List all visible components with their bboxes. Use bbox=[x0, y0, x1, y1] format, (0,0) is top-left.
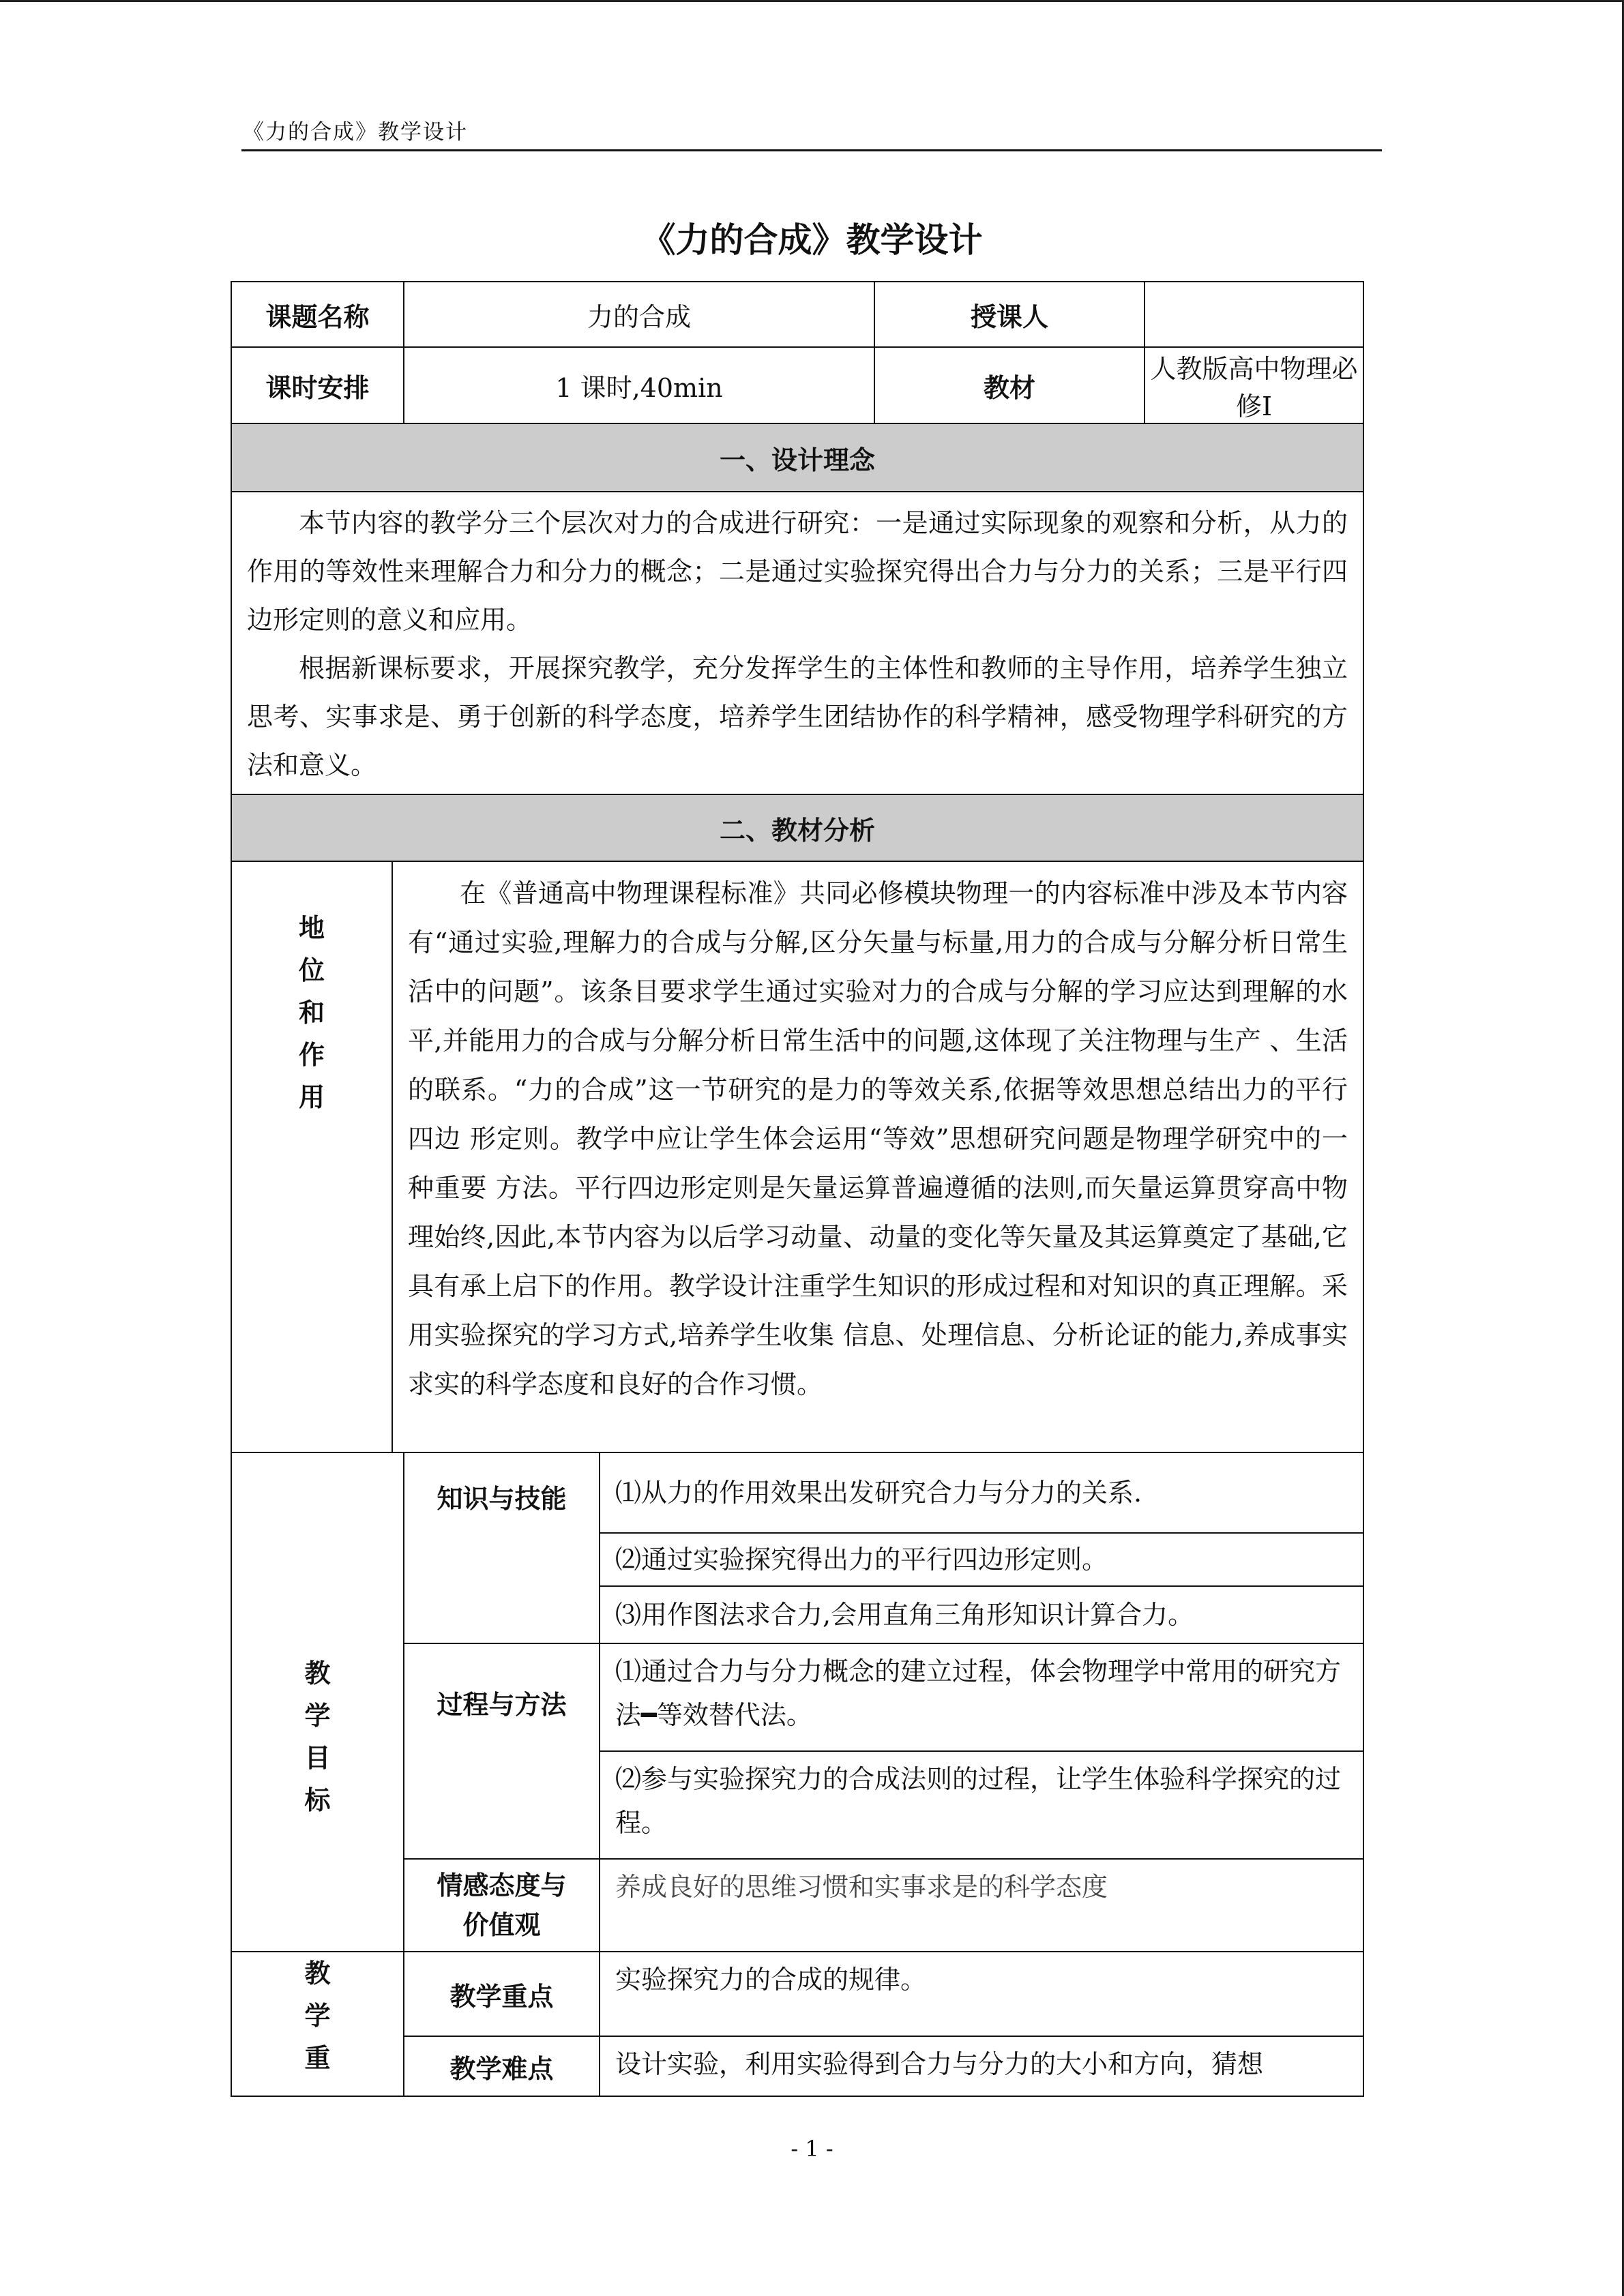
position-label-char: 作 bbox=[298, 1040, 325, 1070]
objectives-label-char: 目 bbox=[304, 1743, 331, 1773]
emotion-label-line: 价值观 bbox=[462, 1910, 541, 1940]
header-rule bbox=[241, 149, 1382, 151]
textbook-analysis-heading: 二、教材分析 bbox=[231, 794, 1363, 861]
key-points-label-char: 教 bbox=[304, 1958, 331, 1988]
design-concept-body bbox=[231, 492, 1363, 794]
position-body bbox=[392, 861, 1363, 1452]
difficulty-label: 教学难点 bbox=[404, 2036, 600, 2096]
position-label-char: 和 bbox=[298, 998, 325, 1028]
process-item: ⑴通过合力与分力概念的建立过程，体会物理学中常用的研究方法━等效替代法。 bbox=[600, 1643, 1363, 1751]
position-label-char: 位 bbox=[298, 955, 325, 985]
textbook-label: 教材 bbox=[874, 347, 1145, 423]
design-concept-paragraph: 根据新课标要求，开展探究教学，充分发挥学生的主体性和教师的主导作用，培养学生独立思考、实事求是、勇于创新的科学态度，培养学生团结协作的科学精神，感受物理学科研究的方法和意义。 bbox=[247, 653, 1348, 780]
hours-value: 1 课时,40min bbox=[404, 347, 874, 423]
textbook-value: 人教版高中物理必修Ⅰ bbox=[1145, 347, 1363, 423]
info-row-topic bbox=[231, 282, 1363, 347]
knowledge-item: ⑴从力的作用效果出发研究合力与分力的关系. bbox=[600, 1452, 1363, 1533]
position-row bbox=[231, 861, 1363, 1452]
topic-label: 课题名称 bbox=[231, 282, 404, 347]
section-heading-row bbox=[231, 794, 1363, 861]
difficulty-item: 设计实验，利用实验得到合力与分力的大小和方向，猜想 bbox=[600, 2036, 1363, 2096]
position-label-char: 用 bbox=[298, 1082, 325, 1112]
key-points-label-char: 重 bbox=[304, 2043, 331, 2073]
topic-value: 力的合成 bbox=[404, 282, 874, 347]
objectives-label bbox=[231, 1452, 404, 1952]
objectives-label-char: 标 bbox=[304, 1785, 331, 1815]
knowledge-label: 知识与技能 bbox=[404, 1452, 600, 1643]
focus-label: 教学重点 bbox=[404, 1952, 600, 2036]
emotion-label bbox=[404, 1859, 600, 1952]
process-label: 过程与方法 bbox=[404, 1643, 600, 1859]
teacher-value bbox=[1145, 282, 1363, 347]
focus-item: 实验探究力的合成的规律。 bbox=[600, 1952, 1363, 2036]
page-border-top bbox=[0, 0, 1624, 2]
objectives-label-char: 学 bbox=[304, 1701, 331, 1731]
teacher-label: 授课人 bbox=[874, 282, 1145, 347]
emotion-item: 养成良好的思维习惯和实事求是的科学态度 bbox=[600, 1859, 1363, 1952]
position-label-char: 地 bbox=[298, 913, 325, 943]
knowledge-item: ⑶用作图法求合力,会用直角三角形知识计算合力。 bbox=[600, 1586, 1363, 1643]
objective-row bbox=[231, 1452, 1363, 1533]
knowledge-item: ⑵通过实验探究得出力的平行四边形定则。 bbox=[600, 1533, 1363, 1586]
page-number: - 1 - bbox=[791, 2136, 833, 2162]
section-heading-row bbox=[231, 423, 1363, 492]
emotion-label-line: 情感态度与 bbox=[437, 1870, 567, 1900]
design-concept-row bbox=[231, 492, 1363, 794]
position-label bbox=[231, 861, 392, 1452]
key-points-label-char: 学 bbox=[304, 2001, 331, 2031]
process-item: ⑵参与实验探究力的合成法则的过程，让学生体验科学探究的过程。 bbox=[600, 1751, 1363, 1859]
key-points-row bbox=[231, 1952, 1363, 2036]
info-row-hours bbox=[231, 347, 1363, 423]
objectives-label-char: 教 bbox=[304, 1658, 331, 1688]
running-header: 《力的合成》教学设计 bbox=[243, 120, 468, 145]
hours-label: 课时安排 bbox=[231, 347, 404, 423]
design-concept-heading: 一、设计理念 bbox=[231, 423, 1363, 492]
document-title: 《力的合成》教学设计 bbox=[641, 220, 983, 260]
design-concept-paragraph: 本节内容的教学分三个层次对力的合成进行研究：一是通过实际现象的观察和分析，从力的作用的等效性来理解合力和分力的概念；二是通过实验探究得出合力与分力的关系；三是平行四边形定则的意义和应用。 bbox=[247, 508, 1348, 635]
key-points-label bbox=[231, 1952, 404, 2096]
lesson-plan-table bbox=[231, 281, 1364, 2097]
position-text: 在《普通高中物理课程标准》共同必修模块物理一的内容标准中涉及本节内容有“通过实验,理解力的合成与分解,区分矢量与标量,用力的合成与分解分析日常生活中的问题”。该条目要求学生通过实验对力的合成与分解的学习应达到理解的水平,并能用力的合成与分解分析日常生活中的问题,这体现了关注物理与生产 、生活的联系。“力的合成”这一节研究的是力的等效关系,依据等效思想总结出力的平行四边 形定则。教学中应让学生体会运用“等效”思想研究问题是物理学研究中的一种重要 方法。平行四边形定则是矢量运算普遍遵循的法则,而矢量运算贯穿高中物理始终,因此,本节内容为以后学习动量、动量的变化等矢量及其运算奠定了基础,它具有承上启下的作用。教学设计注重学生知识的形成过程和对知识的真正理解。采用实验探究的学习方式,培养学生收集 信息、处理信息、分析论证的能力,养成事实求实的科学态度和良好的合作习惯。 bbox=[408, 878, 1348, 1399]
